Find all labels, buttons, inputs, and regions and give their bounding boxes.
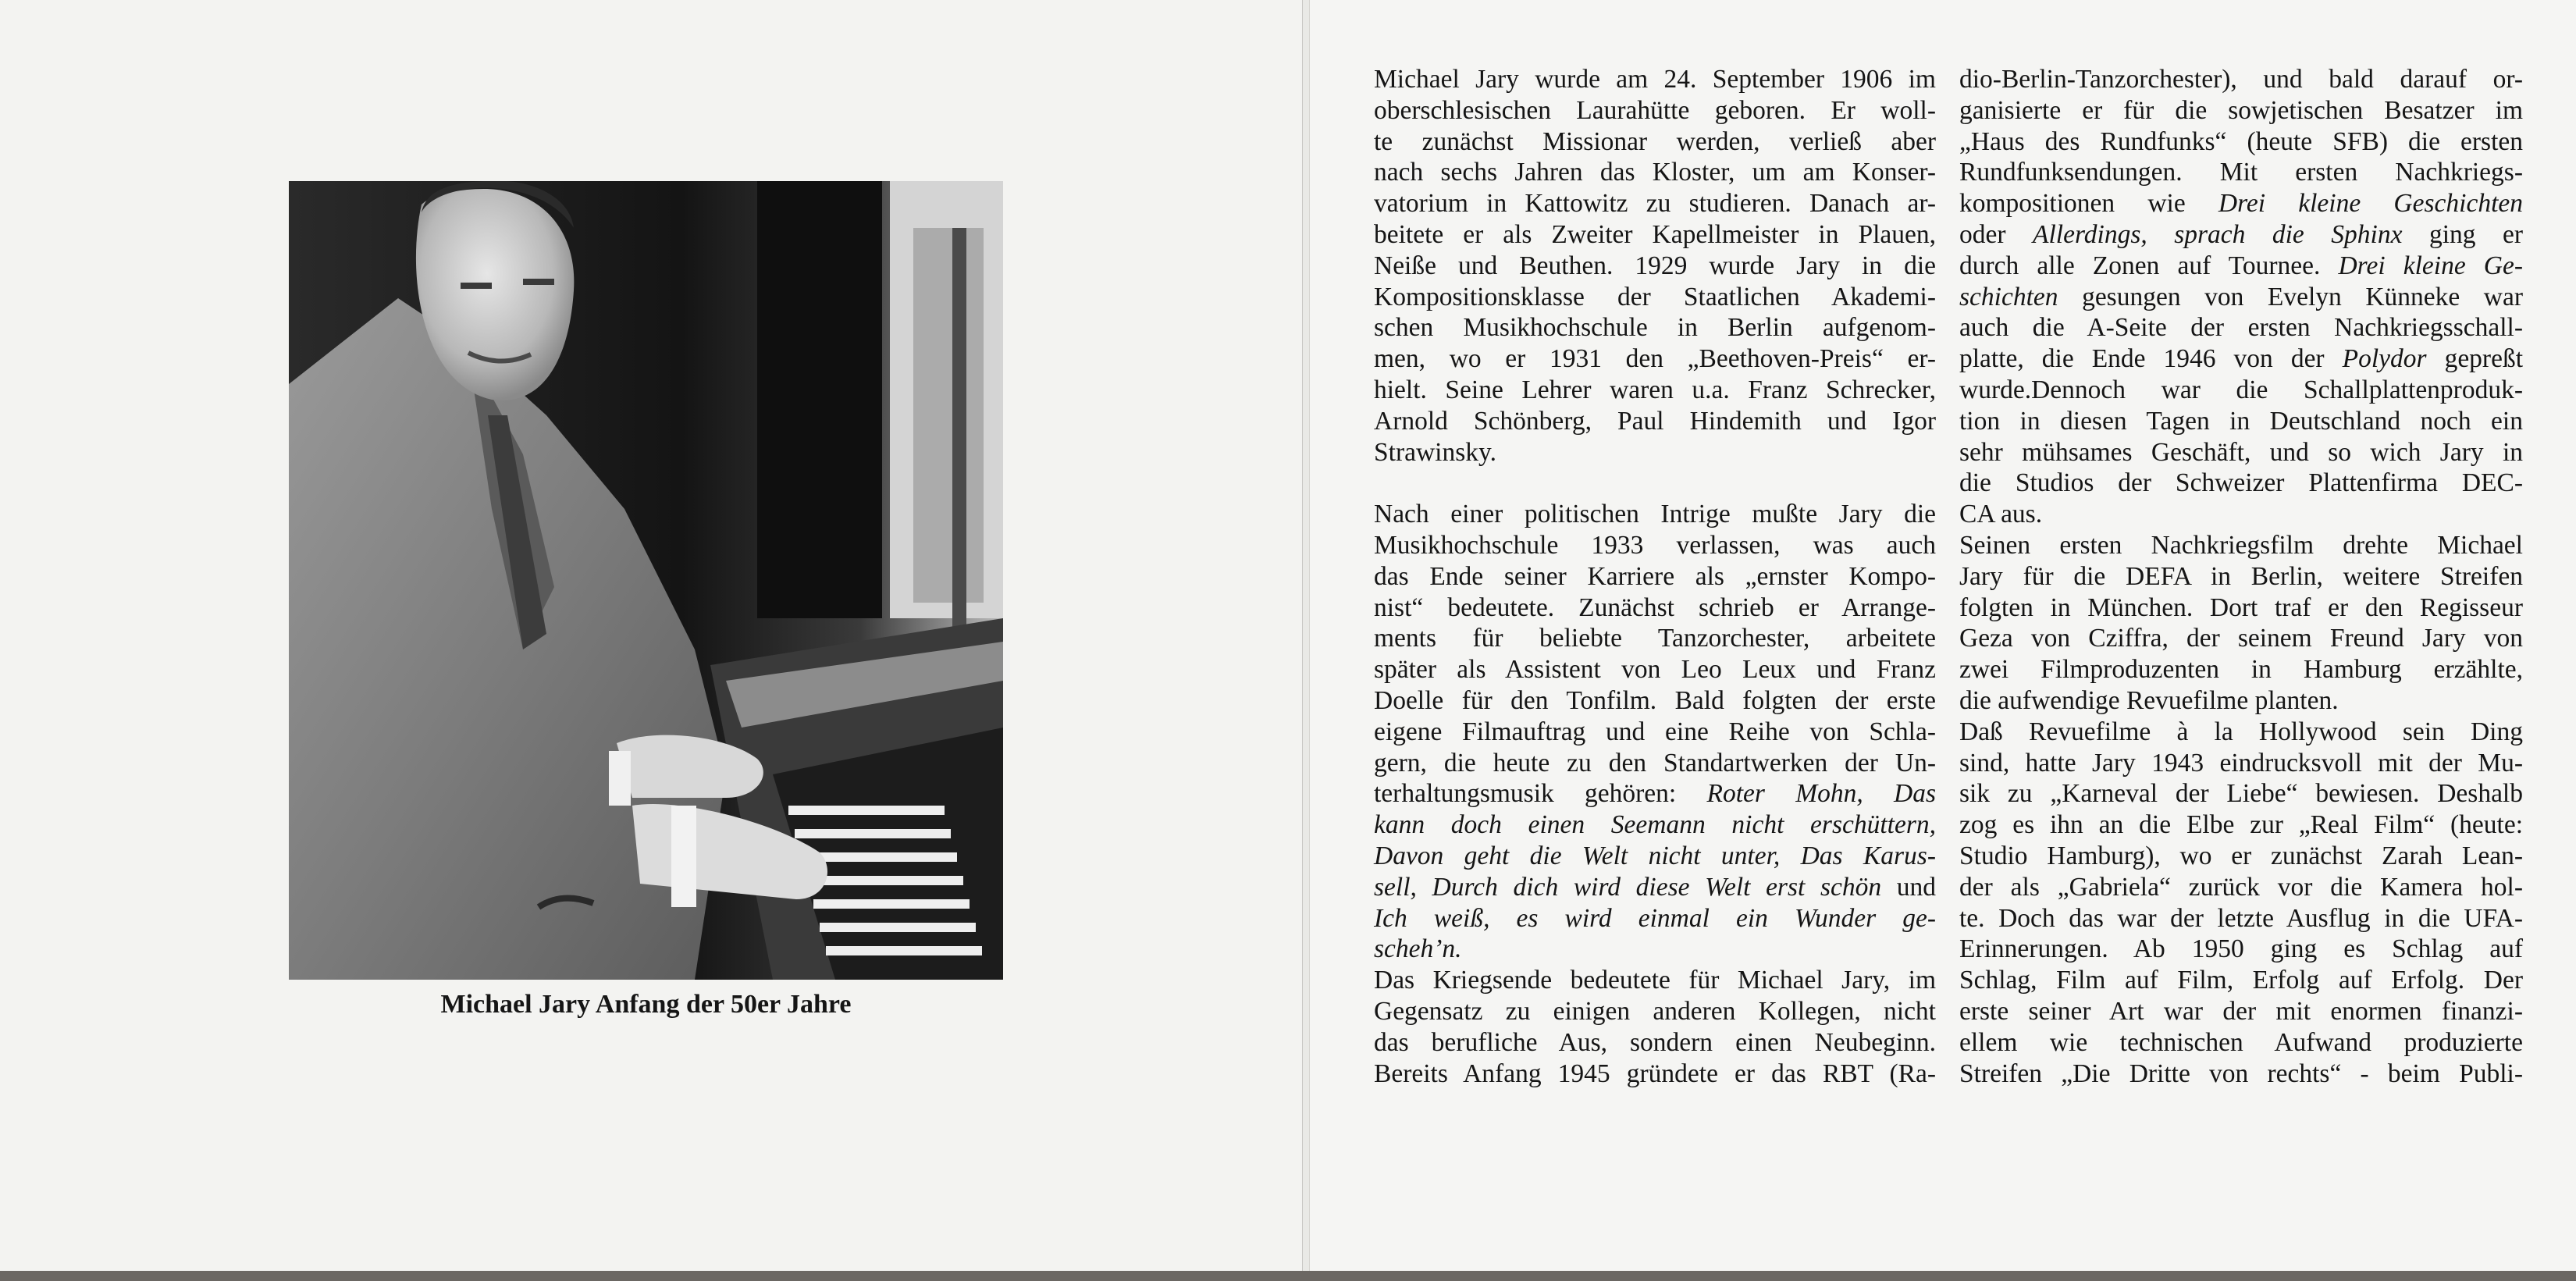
text-line <box>1959 188 2523 219</box>
text-line <box>1959 903 2523 934</box>
text-run: terhaltungsmusik gehören: <box>1374 779 1677 809</box>
text-line <box>1959 996 2523 1027</box>
portrait-photo <box>289 181 1003 980</box>
text-line <box>1374 437 1936 468</box>
text-run: Bereits Anfang 1945 gründete er das RBT (Ra- <box>1374 1059 1936 1088</box>
text-run: Geza von Cziffra, der seinem Freund Jary von <box>1959 624 2523 653</box>
text-line <box>1374 375 1936 406</box>
text-run: Nach einer politischen Intrige mußte Jary die <box>1374 500 1936 529</box>
text-run: Seinen ersten Nachkriegsfilm drehte Michael <box>1959 530 2523 560</box>
text-run: Strawinsky. <box>1374 437 1496 467</box>
text-line <box>1374 903 1936 934</box>
text-line <box>1959 343 2523 375</box>
text-run: Streifen „Die Dritte von rechts“ - beim Publi- <box>1959 1059 2523 1088</box>
text-line <box>1374 188 1936 219</box>
text-run: vatorium in Kattowitz zu studieren. Danach ar- <box>1374 189 1936 219</box>
italic-title: scheh’n. <box>1374 934 1462 964</box>
text-line <box>1959 251 2523 282</box>
text-line <box>1374 654 1936 685</box>
italic-title: Davon geht die Welt nicht unter, Das Karus- <box>1374 841 1936 870</box>
text-run: folgten in München. Dort traf er den Regisseur <box>1959 592 2523 622</box>
book-gutter <box>1302 0 1310 1281</box>
text-line <box>1959 717 2523 748</box>
text-run: te. Doch das war der letzte Ausflug in die UFA- <box>1959 903 2523 933</box>
text-run: zog es ihn an die Elbe zur „Real Film“ (heute: <box>1959 810 2523 840</box>
text-run: tion in diesen Tagen in Deutschland noch ein <box>1959 406 2523 436</box>
text-run: sik zu „Karneval der Liebe“ bewiesen. Deshalb <box>1959 779 2523 809</box>
text-line <box>1959 685 2523 717</box>
text-run: Kompositionsklasse der Staatlichen Akademi- <box>1374 282 1936 311</box>
text-line <box>1374 561 1936 592</box>
text-line <box>1374 1027 1936 1059</box>
text-line <box>1959 778 2523 810</box>
text-line <box>1374 623 1936 654</box>
text-run: später als Assistent von Leo Leux und Franz <box>1374 655 1936 685</box>
text-run: sind, hatte Jary 1943 eindrucksvoll mit der Mu- <box>1959 748 2523 777</box>
text-run: nist“ bedeutete. Zunächst schrieb er Arrange- <box>1374 592 1936 622</box>
text-line <box>1959 1059 2523 1090</box>
text-run: Neiße und Beuthen. 1929 wurde Jary in die <box>1374 251 1936 280</box>
text-line <box>1374 64 1936 95</box>
text-line <box>1959 841 2523 872</box>
text-run: zwei Filmproduzenten in Hamburg erzählte, <box>1959 655 2523 685</box>
text-run: wurde.Dennoch war die Schallplattenproduk- <box>1959 375 2523 404</box>
text-line <box>1959 530 2523 561</box>
text-run: erste seiner Art war der mit enormen finanzi- <box>1959 996 2523 1026</box>
text-line <box>1959 748 2523 779</box>
text-run: Das Kriegsende bedeutete für Michael Jary, im <box>1374 966 1936 995</box>
italic-title: Roter Mohn, Das <box>1706 779 1936 809</box>
text-run: beitete er als Zweiter Kapellmeister in Plauen, <box>1374 219 1936 249</box>
text-run: ments für beliebte Tanzorchester, arbeitete <box>1374 624 1936 653</box>
text-line <box>1374 499 1936 530</box>
text-run: gesungen von Evelyn Künneke war <box>2082 282 2524 311</box>
text-run: und <box>1896 872 1936 902</box>
text-line <box>1959 282 2523 313</box>
text-run: durch alle Zonen auf Tournee. <box>1959 251 2321 280</box>
text-line <box>1374 748 1936 779</box>
text-line <box>1374 717 1936 748</box>
italic-title: Allerdings, sprach die Sphinx <box>2033 219 2403 249</box>
text-run: „Haus des Rundfunks“ (heute SFB) die ersten <box>1959 126 2523 156</box>
text-line <box>1374 810 1936 841</box>
text-line <box>1959 468 2523 499</box>
text-line <box>1959 64 2523 95</box>
text-line <box>1959 965 2523 996</box>
text-run: men, wo er 1931 den „Beethoven-Preis“ er- <box>1374 344 1936 374</box>
text-line <box>1959 312 2523 343</box>
photo-caption: Michael Jary Anfang der 50er Jahre <box>440 990 852 1019</box>
text-run: nach sechs Jahren das Kloster, um am Konser- <box>1374 158 1936 187</box>
text-run: Schlag, Film auf Film, Erfolg auf Erfolg. Der <box>1959 966 2523 995</box>
text-line <box>1959 561 2523 592</box>
text-line <box>1374 934 1936 965</box>
text-run: kompositionen wie <box>1959 189 2186 219</box>
text-line <box>1374 1059 1936 1090</box>
pianist-photo-illustration <box>289 181 1003 980</box>
text-run: ellem wie technischen Aufwand produzierte <box>1959 1027 2523 1057</box>
italic-title: Polydor <box>2342 344 2427 374</box>
text-line <box>1959 1027 2523 1059</box>
text-line <box>1374 219 1936 251</box>
text-line <box>1374 778 1936 810</box>
text-run: der als „Gabriela“ zurück vor die Kamera hol- <box>1959 872 2523 902</box>
text-line <box>1374 996 1936 1027</box>
text-line <box>1374 685 1936 717</box>
text-run: die aufwendige Revuefilme planten. <box>1959 685 2339 715</box>
text-run: Musikhochschule 1933 verlassen, was auch <box>1374 530 1936 560</box>
text-run: sehr mühsames Geschäft, und so wich Jary in <box>1959 437 2523 467</box>
text-run: ging er <box>2428 219 2523 249</box>
text-run: die Studios der Schweizer Plattenfirma DEC- <box>1959 468 2523 498</box>
text-run: Michael Jary wurde am 24. September 1906 im <box>1374 65 1936 94</box>
text-run: Arnold Schönberg, Paul Hindemith und Igor <box>1374 406 1936 436</box>
text-line <box>1374 251 1936 282</box>
text-line <box>1959 810 2523 841</box>
text-run: eigene Filmauftrag und eine Reihe von Schla- <box>1374 717 1936 746</box>
text-run: gepreßt <box>2444 344 2524 374</box>
text-run: Gegensatz zu einigen anderen Kollegen, nicht <box>1374 996 1936 1026</box>
text-line <box>1374 95 1936 126</box>
text-run: Studio Hamburg), wo er zunächst Zarah Lean- <box>1959 841 2523 870</box>
text-run: dio-Berlin-Tanzorchester), und bald darauf or- <box>1959 65 2523 94</box>
text-line <box>1374 282 1936 313</box>
text-line <box>1374 965 1936 996</box>
text-column-1 <box>1374 64 1936 1089</box>
italic-title: sell, Durch dich wird diese Welt erst schön <box>1374 872 1882 902</box>
text-line <box>1959 406 2523 437</box>
text-line <box>1959 437 2523 468</box>
text-line <box>1959 157 2523 188</box>
text-run: te zunächst Missionar werden, verließ aber <box>1374 126 1936 156</box>
text-line <box>1374 312 1936 343</box>
text-line <box>1374 343 1936 375</box>
italic-title: Ich weiß, es wird einmal ein Wunder ge- <box>1374 903 1936 933</box>
text-line <box>1374 872 1936 903</box>
paragraph-gap <box>1374 468 1936 499</box>
text-line <box>1959 95 2523 126</box>
text-run: das Ende seiner Karriere als „ernster Kompo- <box>1374 561 1936 591</box>
italic-title: Drei kleine Geschichten <box>2218 189 2523 219</box>
text-line <box>1959 872 2523 903</box>
text-run: auch die A-Seite der ersten Nachkriegsschall- <box>1959 313 2523 343</box>
text-line <box>1374 157 1936 188</box>
text-column-2 <box>1959 64 2523 1089</box>
text-run: das berufliche Aus, sondern einen Neubeginn. <box>1374 1027 1936 1057</box>
text-run: CA aus. <box>1959 500 2043 529</box>
text-run: ganisierte er für die sowjetischen Besatzer im <box>1959 95 2523 125</box>
text-run: Jary für die DEFA in Berlin, weitere Streifen <box>1959 561 2523 591</box>
text-line <box>1959 126 2523 158</box>
text-run: hielt. Seine Lehrer waren u.a. Franz Schrecker, <box>1374 375 1936 404</box>
text-line <box>1374 406 1936 437</box>
italic-title: schichten <box>1959 282 2058 311</box>
text-run: Rundfunksendungen. Mit ersten Nachkriegs- <box>1959 158 2523 187</box>
scan-bottom-edge <box>0 1271 2576 1281</box>
text-line <box>1374 592 1936 624</box>
text-run: gern, die heute zu den Standartwerken der Un- <box>1374 748 1936 777</box>
text-line <box>1374 126 1936 158</box>
text-run: schen Musikhochschule in Berlin aufgenom- <box>1374 313 1936 343</box>
text-run: Daß Revuefilme à la Hollywood sein Ding <box>1959 717 2523 746</box>
text-line <box>1374 841 1936 872</box>
italic-title: kann doch einen Seemann nicht erschüttern, <box>1374 810 1936 840</box>
text-line <box>1959 592 2523 624</box>
text-line <box>1959 654 2523 685</box>
text-line <box>1959 375 2523 406</box>
text-run: Doelle für den Tonfilm. Bald folgten der erste <box>1374 685 1936 715</box>
text-line <box>1959 219 2523 251</box>
text-run: oder <box>1959 219 2006 249</box>
italic-title: Drei kleine Ge- <box>2338 251 2523 280</box>
text-line <box>1959 623 2523 654</box>
text-run: oberschlesischen Laurahütte geboren. Er woll- <box>1374 95 1936 125</box>
text-run: platte, die Ende 1946 von der <box>1959 344 2325 374</box>
text-line <box>1959 499 2523 530</box>
text-line <box>1959 934 2523 965</box>
text-run: Erinnerungen. Ab 1950 ging es Schlag auf <box>1959 934 2523 964</box>
text-line <box>1374 530 1936 561</box>
